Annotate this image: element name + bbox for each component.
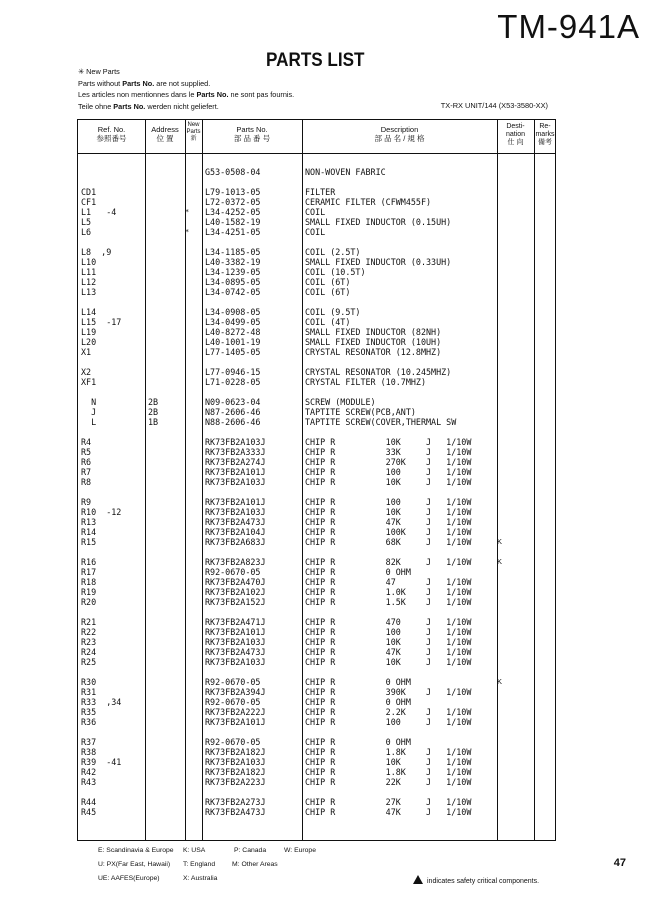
part-number-cell: L34-0908-05: [205, 307, 261, 317]
part-number-cell: R92-0670-05: [205, 697, 261, 707]
legend-k: K: USA: [183, 847, 206, 854]
ref-cell: R13: [81, 517, 97, 527]
table-row: [78, 317, 555, 327]
part-number-cell: RK73FB2A103J: [205, 757, 266, 767]
description-cell: COIL (9.5T): [305, 307, 361, 317]
legend-x: X: Australia: [183, 875, 218, 882]
table-row: [78, 397, 555, 407]
description-cell: CHIP R 82K J 1/10W: [305, 557, 472, 567]
ref-cell: L10: [81, 257, 97, 267]
description-cell: CHIP R 100K J 1/10W: [305, 527, 472, 537]
ref-cell: R23: [81, 637, 97, 647]
table-row: [78, 717, 555, 727]
ref-cell: L6: [81, 227, 92, 237]
table-body: [78, 154, 555, 840]
part-number-cell: RK73FB2A470J: [205, 577, 266, 587]
part-number-cell: RK73FB2A152J: [205, 597, 266, 607]
ref-cell: R43: [81, 777, 97, 787]
header-ref: Ref. No. 参照番号: [96, 125, 127, 143]
description-cell: CHIP R 1.5K J 1/10W: [305, 597, 472, 607]
description-cell: CHIP R 47K J 1/10W: [305, 807, 472, 817]
ref-cell: L14: [81, 307, 97, 317]
notes-block: [78, 66, 294, 112]
remarks-cell: K: [497, 557, 503, 566]
table-row: [78, 577, 555, 587]
part-number-cell: L34-0895-05: [205, 277, 261, 287]
description-cell: CRYSTAL RESONATOR (12.8MHZ): [305, 347, 442, 357]
table-row: [78, 477, 555, 487]
table-row: [78, 807, 555, 817]
part-number-cell: N87-2606-46: [205, 407, 261, 417]
description-cell: CHIP R 33K J 1/10W: [305, 447, 472, 457]
table-row: [78, 657, 555, 667]
table-row: [78, 337, 555, 347]
header-remarks: Re- marks 備考: [535, 123, 555, 146]
description-cell: CHIP R 2.2K J 1/10W: [305, 707, 472, 717]
part-number-cell: RK73FB2A473J: [205, 517, 266, 527]
note-german: Teile ohne Parts No. werden nicht geliefert.: [78, 101, 219, 111]
ref-cell: L11: [81, 267, 97, 277]
ref-cell: CD1: [81, 187, 97, 197]
ref-cell: R24: [81, 647, 97, 657]
table-row: [78, 467, 555, 477]
part-number-cell: L72-0372-05: [205, 197, 261, 207]
table-row: [78, 407, 555, 417]
part-number-cell: RK73FB2A473J: [205, 807, 266, 817]
destination-legend: [98, 844, 316, 886]
description-cell: SMALL FIXED INDUCTOR (82NH): [305, 327, 442, 337]
ref-cell: R35: [81, 707, 97, 717]
table-row: [78, 677, 555, 687]
ref-cell: R16: [81, 557, 97, 567]
ref-cell: R31: [81, 687, 97, 697]
description-cell: CHIP R 100 J 1/10W: [305, 717, 472, 727]
description-cell: CHIP R 68K J 1/10W: [305, 537, 472, 547]
legend-e: E: Scandinavia & Europe: [98, 847, 174, 854]
table-row: [78, 587, 555, 597]
parts-table: [77, 119, 556, 841]
table-row: [78, 207, 555, 217]
table-row: [78, 247, 555, 257]
description-cell: COIL (2.5T): [305, 247, 361, 257]
description-cell: CHIP R 1.8K J 1/10W: [305, 747, 472, 757]
ref-cell: N: [81, 397, 97, 407]
table-row: [78, 767, 555, 777]
ref-cell: R20: [81, 597, 97, 607]
table-row: [78, 567, 555, 577]
part-number-cell: L34-4251-05: [205, 227, 261, 237]
description-cell: CHIP R 10K J 1/10W: [305, 757, 472, 767]
legend-m: M: Other Areas: [232, 861, 278, 868]
note-english: Parts without Parts No. are not supplied.: [78, 78, 211, 88]
table-row: [78, 517, 555, 527]
part-number-cell: RK73FB2A274J: [205, 457, 266, 467]
part-number-cell: RK73FB2A473J: [205, 647, 266, 657]
table-row: [78, 777, 555, 787]
table-row: [78, 187, 555, 197]
description-cell: CHIP R 10K J 1/10W: [305, 507, 472, 517]
table-row: [78, 257, 555, 267]
part-number-cell: RK73FB2A101J: [205, 627, 266, 637]
part-number-cell: RK73FB2A101J: [205, 497, 266, 507]
description-cell: NON-WOVEN FABRIC: [305, 167, 386, 177]
table-row: [78, 707, 555, 717]
part-number-cell: RK73FB2A333J: [205, 447, 266, 457]
ref-cell: R44: [81, 797, 97, 807]
new-parts-marker: *: [185, 228, 190, 236]
part-number-cell: L34-1185-05: [205, 247, 261, 257]
part-number-cell: L34-4252-05: [205, 207, 261, 217]
table-row: [78, 447, 555, 457]
ref-cell: R14: [81, 527, 97, 537]
table-row: [78, 687, 555, 697]
table-row: [78, 217, 555, 227]
new-parts-note: New Parts: [86, 67, 120, 76]
part-number-cell: N88-2606-46: [205, 417, 261, 427]
part-number-cell: RK73FB2A471J: [205, 617, 266, 627]
part-number-cell: L34-1239-05: [205, 267, 261, 277]
table-row: [78, 267, 555, 277]
description-cell: CHIP R 0 OHM: [305, 677, 411, 687]
description-cell: CHIP R 390K J 1/10W: [305, 687, 472, 697]
description-cell: COIL (6T): [305, 277, 351, 287]
page-number: 47: [613, 857, 626, 869]
ref-cell: CF1: [81, 197, 97, 207]
table-row: [78, 287, 555, 297]
table-row: [78, 647, 555, 657]
table-row: [78, 347, 555, 357]
table-row: [78, 167, 555, 177]
part-number-cell: RK73FB2A683J: [205, 537, 266, 547]
ref-cell: R5: [81, 447, 92, 457]
ref-cell: L12: [81, 277, 97, 287]
ref-cell: XF1: [81, 377, 97, 387]
description-cell: CHIP R 47 J 1/10W: [305, 577, 472, 587]
table-row: [78, 697, 555, 707]
description-cell: CHIP R 0 OHM: [305, 737, 411, 747]
table-row: [78, 617, 555, 627]
table-row: [78, 507, 555, 517]
table-row: [78, 797, 555, 807]
table-row: [78, 377, 555, 387]
description-cell: CHIP R 10K J 1/10W: [305, 477, 472, 487]
remarks-cell: K: [497, 537, 503, 546]
table-row: [78, 737, 555, 747]
legend-w: W: Europe: [284, 847, 316, 854]
table-row: [78, 527, 555, 537]
description-cell: COIL (10.5T): [305, 267, 366, 277]
table-row: [78, 307, 555, 317]
ref-cell: J: [81, 407, 97, 417]
part-number-cell: G53-0508-04: [205, 167, 261, 177]
star-icon: ✳: [78, 67, 87, 76]
ref-cell: R21: [81, 617, 97, 627]
description-cell: CHIP R 1.8K J 1/10W: [305, 767, 472, 777]
description-cell: FILTER: [305, 187, 336, 197]
ref-cell: L15 -17: [81, 317, 122, 327]
part-number-cell: L40-1001-19: [205, 337, 261, 347]
description-cell: TAPTITE SCREW(PCB,ANT): [305, 407, 416, 417]
table-row: [78, 327, 555, 337]
table-row: [78, 197, 555, 207]
description-cell: COIL (6T): [305, 287, 351, 297]
part-number-cell: RK73FB2A182J: [205, 747, 266, 757]
ref-cell: R6: [81, 457, 92, 467]
table-row: [78, 497, 555, 507]
ref-cell: L1 -4: [81, 207, 117, 217]
part-number-cell: RK73FB2A103J: [205, 657, 266, 667]
ref-cell: R7: [81, 467, 92, 477]
table-row: [78, 557, 555, 567]
description-cell: CHIP R 10K J 1/10W: [305, 657, 472, 667]
part-number-cell: RK73FB2A103J: [205, 437, 266, 447]
part-number-cell: RK73FB2A103J: [205, 507, 266, 517]
table-row: [78, 627, 555, 637]
table-row: [78, 597, 555, 607]
part-number-cell: L40-8272-48: [205, 327, 261, 337]
ref-cell: R18: [81, 577, 97, 587]
part-number-cell: R92-0670-05: [205, 677, 261, 687]
ref-cell: L13: [81, 287, 97, 297]
ref-cell: R4: [81, 437, 92, 447]
ref-cell: R15: [81, 537, 97, 547]
part-number-cell: RK73FB2A394J: [205, 687, 266, 697]
part-number-cell: L77-1405-05: [205, 347, 261, 357]
ref-cell: R33 ,34: [81, 697, 122, 707]
ref-cell: R25: [81, 657, 97, 667]
description-cell: CERAMIC FILTER (CFWM455F): [305, 197, 432, 207]
ref-cell: X1: [81, 347, 92, 357]
description-cell: SMALL FIXED INDUCTOR (10UH): [305, 337, 442, 347]
description-cell: CHIP R 22K J 1/10W: [305, 777, 472, 787]
description-cell: CHIP R 1.0K J 1/10W: [305, 587, 472, 597]
description-cell: CHIP R 10K J 1/10W: [305, 637, 472, 647]
description-cell: CHIP R 0 OHM: [305, 567, 411, 577]
description-cell: CHIP R 100 J 1/10W: [305, 497, 472, 507]
description-cell: TAPTITE SCREW(COVER,THERMAL SW: [305, 417, 457, 427]
part-number-cell: L34-0499-05: [205, 317, 261, 327]
ref-cell: R36: [81, 717, 97, 727]
part-number-cell: RK73FB2A223J: [205, 777, 266, 787]
header-description: Description 部 品 名 / 規 格: [374, 125, 425, 143]
address-cell: 2B: [148, 397, 159, 407]
ref-cell: R38: [81, 747, 97, 757]
part-number-cell: RK73FB2A222J: [205, 707, 266, 717]
ref-cell: X2: [81, 367, 92, 377]
legend-u: U: PX(Far East, Hawaii): [98, 861, 171, 868]
part-number-cell: RK73FB2A103J: [205, 637, 266, 647]
description-cell: SMALL FIXED INDUCTOR (0.15UH): [305, 217, 452, 227]
part-number-cell: RK73FB2A104J: [205, 527, 266, 537]
part-number-cell: RK73FB2A103J: [205, 477, 266, 487]
description-cell: CHIP R 270K J 1/10W: [305, 457, 472, 467]
ref-cell: R37: [81, 737, 97, 747]
address-cell: 1B: [148, 417, 159, 427]
header-address: Address 位 置: [151, 125, 179, 143]
part-number-cell: RK73FB2A101J: [205, 467, 266, 477]
legend-ue: UE: AAFES(Europe): [98, 875, 160, 882]
description-cell: CHIP R 47K J 1/10W: [305, 517, 472, 527]
remarks-cell: K: [497, 677, 503, 686]
part-number-cell: RK73FB2A273J: [205, 797, 266, 807]
header-parts-no: Parts No. 部 品 番 号: [233, 125, 271, 143]
safety-note: indicates safety critical components.: [413, 875, 539, 885]
description-cell: CHIP R 470 J 1/10W: [305, 617, 472, 627]
table-row: [78, 537, 555, 547]
ref-cell: R19: [81, 587, 97, 597]
table-row: [78, 437, 555, 447]
warning-triangle-icon: [413, 875, 423, 884]
description-cell: SCREW (MODULE): [305, 397, 376, 407]
part-number-cell: R92-0670-05: [205, 567, 261, 577]
part-number-cell: L79-1013-05: [205, 187, 261, 197]
description-cell: CHIP R 27K J 1/10W: [305, 797, 472, 807]
part-number-cell: RK73FB2A823J: [205, 557, 266, 567]
unit-label: TX-RX UNIT/144 (X53-3580-XX): [440, 101, 548, 110]
table-row: [78, 417, 555, 427]
description-cell: CHIP R 0 OHM: [305, 697, 411, 707]
part-number-cell: L40-1582-19: [205, 217, 261, 227]
legend-t: T: England: [183, 861, 216, 868]
model-number: TM-941A: [497, 8, 640, 45]
table-header: [78, 120, 555, 154]
ref-cell: R17: [81, 567, 97, 577]
part-number-cell: L77-0946-15: [205, 367, 261, 377]
ref-cell: R9: [81, 497, 92, 507]
part-number-cell: N09-0623-04: [205, 397, 261, 407]
ref-cell: R10 -12: [81, 507, 122, 517]
part-number-cell: RK73FB2A182J: [205, 767, 266, 777]
table-row: [78, 747, 555, 757]
table-row: [78, 277, 555, 287]
table-row: [78, 367, 555, 377]
table-row: [78, 227, 555, 237]
ref-cell: L19: [81, 327, 97, 337]
description-cell: SMALL FIXED INDUCTOR (0.33UH): [305, 257, 452, 267]
ref-cell: R39 -41: [81, 757, 122, 767]
table-row: [78, 637, 555, 647]
part-number-cell: RK73FB2A101J: [205, 717, 266, 727]
part-number-cell: L34-0742-05: [205, 287, 261, 297]
legend-p: P: Canada: [234, 847, 267, 854]
header-new: New Parts 新: [186, 122, 201, 142]
ref-cell: L5: [81, 217, 92, 227]
header-destination: Desti- nation 仕 向: [505, 123, 526, 146]
description-cell: COIL (4T): [305, 317, 351, 327]
description-cell: CHIP R 47K J 1/10W: [305, 647, 472, 657]
part-number-cell: R92-0670-05: [205, 737, 261, 747]
ref-cell: R30: [81, 677, 97, 687]
ref-cell: L8 ,9: [81, 247, 112, 257]
ref-cell: R22: [81, 627, 97, 637]
note-french: Les articles non mentionnes dans le Parts No. ne sont pas fournis.: [78, 90, 295, 99]
ref-cell: R42: [81, 767, 97, 777]
ref-cell: L: [81, 417, 97, 427]
description-cell: CHIP R 100 J 1/10W: [305, 467, 472, 477]
description-cell: CHIP R 100 J 1/10W: [305, 627, 472, 637]
ref-cell: R8: [81, 477, 92, 487]
ref-cell: L20: [81, 337, 97, 347]
description-cell: CRYSTAL FILTER (10.7MHZ): [305, 377, 427, 387]
description-cell: CHIP R 10K J 1/10W: [305, 437, 472, 447]
description-cell: COIL: [305, 207, 326, 217]
part-number-cell: L71-0228-05: [205, 377, 261, 387]
part-number-cell: RK73FB2A102J: [205, 587, 266, 597]
description-cell: CRYSTAL RESONATOR (10.245MHZ): [305, 367, 452, 377]
page-title: PARTS LIST: [266, 50, 365, 71]
part-number-cell: L40-3382-19: [205, 257, 261, 267]
table-row: [78, 757, 555, 767]
address-cell: 2B: [148, 407, 159, 417]
ref-cell: R45: [81, 807, 97, 817]
description-cell: COIL: [305, 227, 326, 237]
new-parts-marker: *: [185, 208, 190, 216]
table-row: [78, 457, 555, 467]
